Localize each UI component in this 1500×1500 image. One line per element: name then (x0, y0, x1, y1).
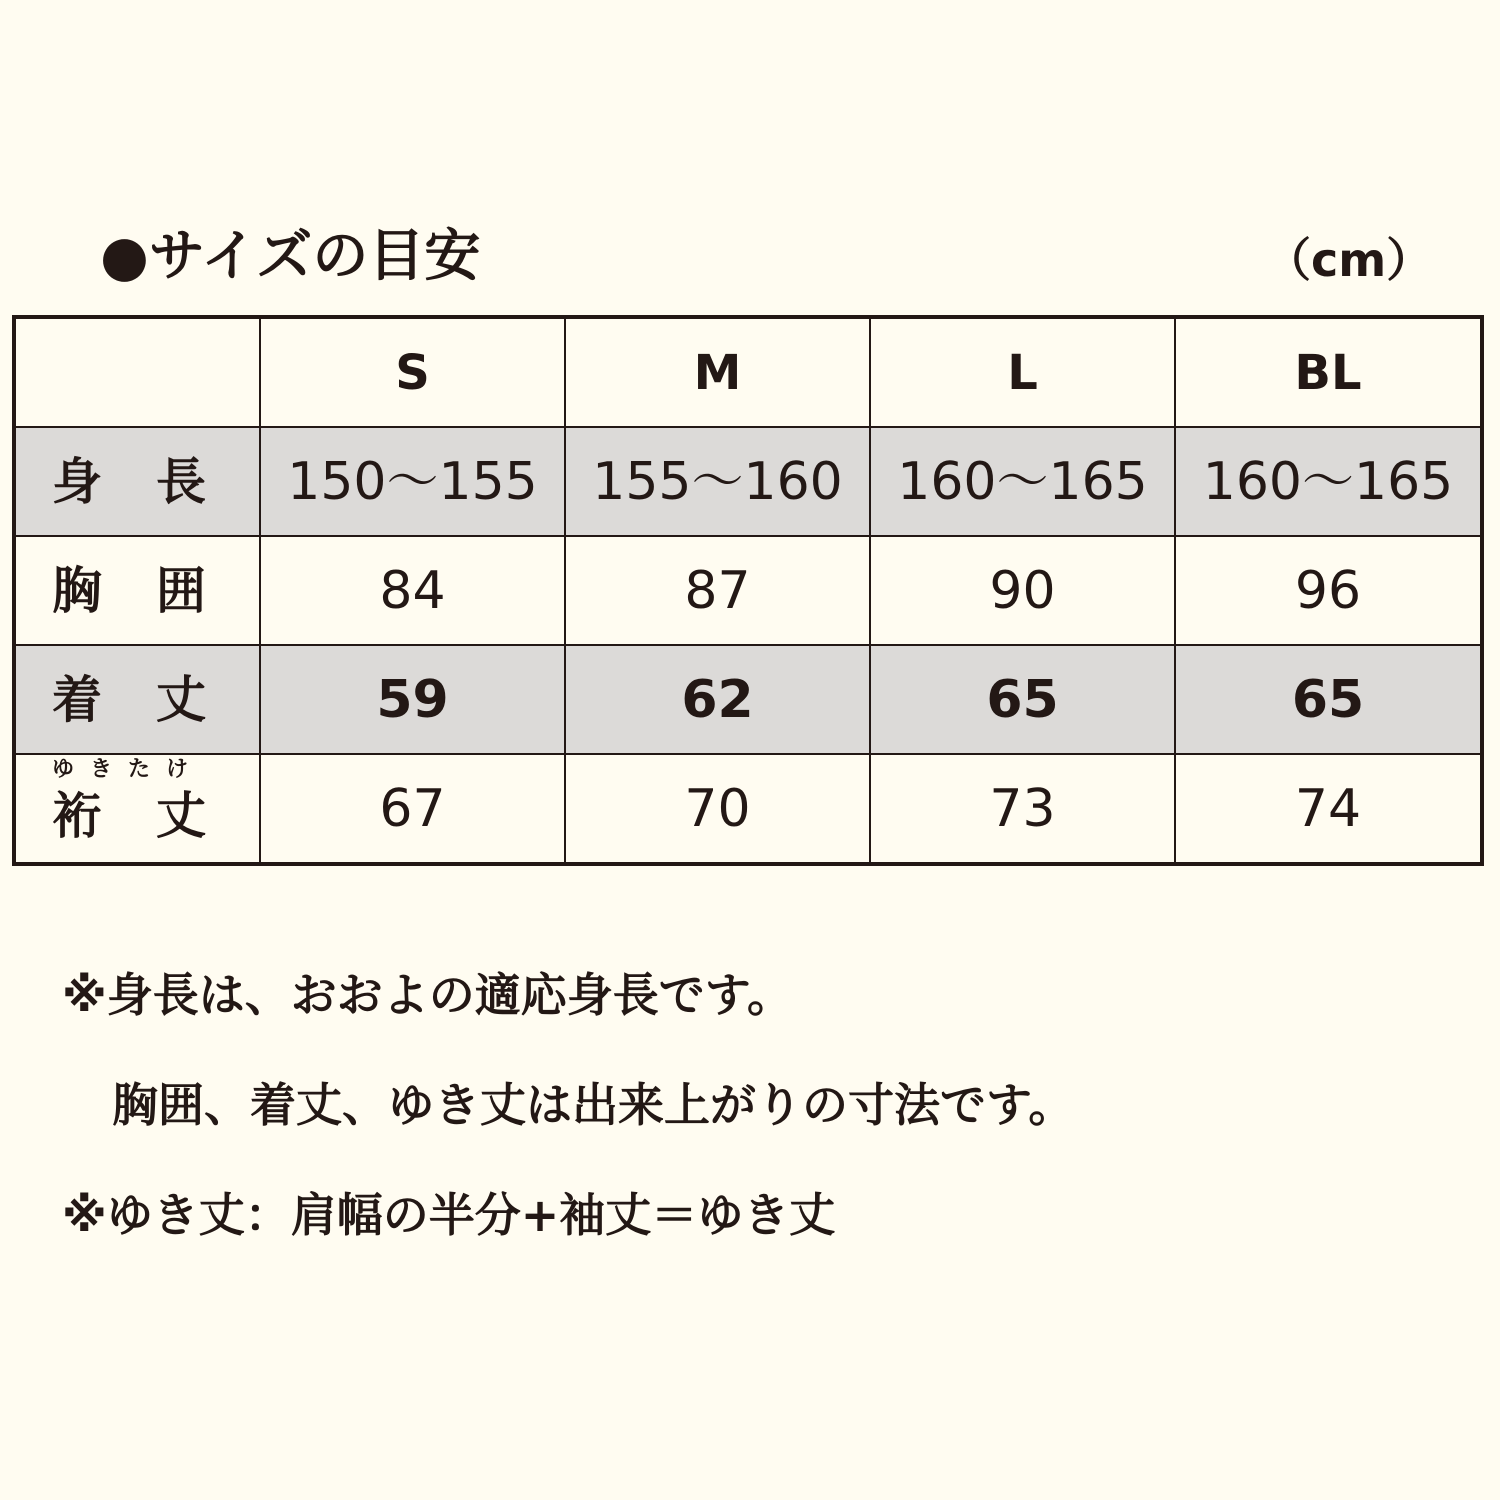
table-header-row (14, 317, 1482, 427)
table-cell: 96 (1175, 536, 1482, 645)
row-label-text: 着丈 (52, 670, 260, 729)
unit-label: （cm） (1265, 233, 1433, 287)
row-label (14, 645, 260, 754)
table-header-cell: M (565, 317, 870, 427)
row-label (14, 536, 260, 645)
row-label-stack (52, 756, 260, 846)
row-label-text: 裄丈 (52, 786, 260, 845)
table-cell: 74 (1175, 754, 1482, 864)
table-cell: 155〜160 (565, 427, 870, 536)
table-row (14, 427, 1482, 536)
note-measurements: 胸囲、着丈、ゆき丈は出来上がりの寸法です。 (112, 1078, 1075, 1132)
table-cell: 59 (260, 645, 565, 754)
table-cell: 67 (260, 754, 565, 864)
row-label-ruby: ゆきたけ (52, 756, 205, 782)
row-label-text: 胸囲 (52, 561, 260, 620)
table-header-cell (14, 317, 260, 427)
table-cell: 70 (565, 754, 870, 864)
table-row (14, 754, 1482, 864)
size-table (12, 315, 1484, 866)
note-sleeve: ※ゆき丈：肩幅の半分+袖丈＝ゆき丈 (62, 1188, 836, 1242)
table-header-cell: S (260, 317, 565, 427)
row-label-text: 身長 (52, 452, 260, 511)
table-row (14, 645, 1482, 754)
table-cell: 62 (565, 645, 870, 754)
table-cell: 90 (870, 536, 1175, 645)
table-row (14, 536, 1482, 645)
table-cell: 65 (1175, 645, 1482, 754)
table-cell: 160〜165 (870, 427, 1175, 536)
table-header-cell: L (870, 317, 1175, 427)
table-cell: 65 (870, 645, 1175, 754)
row-label (14, 427, 260, 536)
note-height: ※身長は、おおよの適応身長です。 (62, 968, 794, 1022)
table-cell: 73 (870, 754, 1175, 864)
table-header-cell: BL (1175, 317, 1482, 427)
table-cell: 160〜165 (1175, 427, 1482, 536)
page-title: ●サイズの目安 (100, 224, 481, 289)
row-label (14, 754, 260, 864)
table-cell: 84 (260, 536, 565, 645)
table-cell: 87 (565, 536, 870, 645)
table-cell: 150〜155 (260, 427, 565, 536)
